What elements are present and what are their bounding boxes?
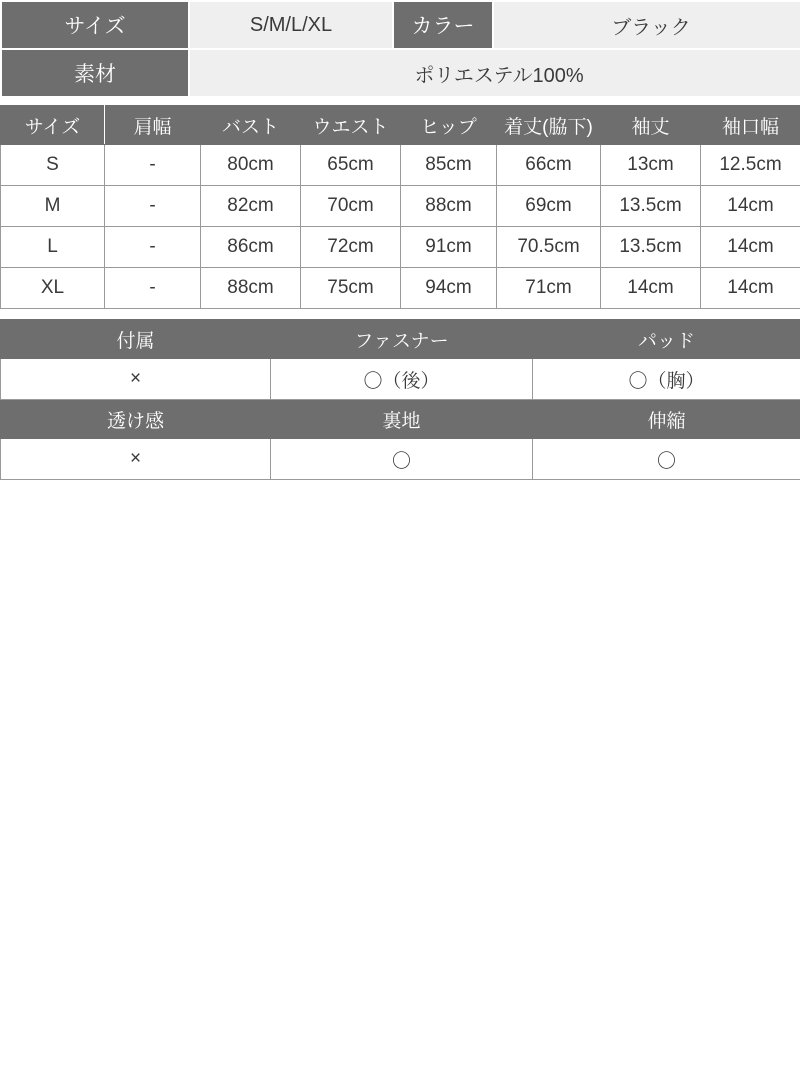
- cell-length: 66cm: [497, 145, 601, 186]
- detail-value-lining: 〇: [271, 439, 533, 480]
- detail-header-pad: パッド: [533, 320, 800, 359]
- cell-sleeve-length: 13cm: [601, 145, 701, 186]
- cell-hip: 85cm: [401, 145, 497, 186]
- table-row: [1, 145, 800, 186]
- detail-value-sheerness: ×: [1, 439, 271, 480]
- cell-cuff-width: 14cm: [701, 268, 800, 309]
- cell-bust: 86cm: [201, 227, 301, 268]
- cell-length: 69cm: [497, 186, 601, 227]
- cell-cuff-width: 14cm: [701, 186, 800, 227]
- col-header-sleeve-length: 袖丈: [601, 106, 701, 145]
- product-spec-table: [0, 0, 800, 98]
- detail-value-attachment: ×: [1, 359, 271, 400]
- cell-cuff-width: 14cm: [701, 227, 800, 268]
- cell-length: 70.5cm: [497, 227, 601, 268]
- cell-shoulder: -: [105, 186, 201, 227]
- detail-value-stretch: 〇: [533, 439, 800, 480]
- cell-waist: 65cm: [301, 145, 401, 186]
- table-row: [1, 227, 800, 268]
- cell-hip: 94cm: [401, 268, 497, 309]
- spec-value-color: ブラック: [493, 1, 800, 49]
- cell-bust: 80cm: [201, 145, 301, 186]
- cell-shoulder: -: [105, 268, 201, 309]
- detail-header-row-2: [1, 400, 800, 439]
- detail-header-zipper: ファスナー: [271, 320, 533, 359]
- detail-value-pad: 〇（胸）: [533, 359, 800, 400]
- cell-hip: 91cm: [401, 227, 497, 268]
- col-header-length: 着丈(脇下): [497, 106, 601, 145]
- cell-length: 71cm: [497, 268, 601, 309]
- product-detail-table: [0, 319, 800, 480]
- col-header-size: サイズ: [1, 106, 105, 145]
- table-row: [1, 186, 800, 227]
- cell-size: XL: [1, 268, 105, 309]
- col-header-shoulder: 肩幅: [105, 106, 201, 145]
- col-header-bust: バスト: [201, 106, 301, 145]
- detail-value-zipper: 〇（後）: [271, 359, 533, 400]
- spec-label-size: サイズ: [1, 1, 189, 49]
- cell-waist: 72cm: [301, 227, 401, 268]
- cell-size: M: [1, 186, 105, 227]
- table-row: [1, 268, 800, 309]
- cell-sleeve-length: 14cm: [601, 268, 701, 309]
- cell-size: L: [1, 227, 105, 268]
- cell-waist: 75cm: [301, 268, 401, 309]
- cell-sleeve-length: 13.5cm: [601, 186, 701, 227]
- detail-header-stretch: 伸縮: [533, 400, 800, 439]
- spec-label-color: カラー: [393, 1, 493, 49]
- cell-hip: 88cm: [401, 186, 497, 227]
- detail-header-attachment: 付属: [1, 320, 271, 359]
- detail-value-row-2: [1, 439, 800, 480]
- table-row: [1, 49, 800, 97]
- col-header-hip: ヒップ: [401, 106, 497, 145]
- cell-bust: 82cm: [201, 186, 301, 227]
- table-row: [1, 1, 800, 49]
- detail-value-row-1: [1, 359, 800, 400]
- col-header-waist: ウエスト: [301, 106, 401, 145]
- spec-value-material: ポリエステル100%: [189, 49, 800, 97]
- detail-header-sheerness: 透け感: [1, 400, 271, 439]
- spec-value-size: S/M/L/XL: [189, 1, 393, 49]
- col-header-cuff-width: 袖口幅: [701, 106, 800, 145]
- cell-cuff-width: 12.5cm: [701, 145, 800, 186]
- cell-size: S: [1, 145, 105, 186]
- cell-shoulder: -: [105, 145, 201, 186]
- cell-waist: 70cm: [301, 186, 401, 227]
- spec-label-material: 素材: [1, 49, 189, 97]
- size-table-header-row: [1, 106, 800, 145]
- cell-bust: 88cm: [201, 268, 301, 309]
- detail-header-row-1: [1, 320, 800, 359]
- cell-shoulder: -: [105, 227, 201, 268]
- detail-header-lining: 裏地: [271, 400, 533, 439]
- size-measurement-table: [0, 105, 800, 309]
- cell-sleeve-length: 13.5cm: [601, 227, 701, 268]
